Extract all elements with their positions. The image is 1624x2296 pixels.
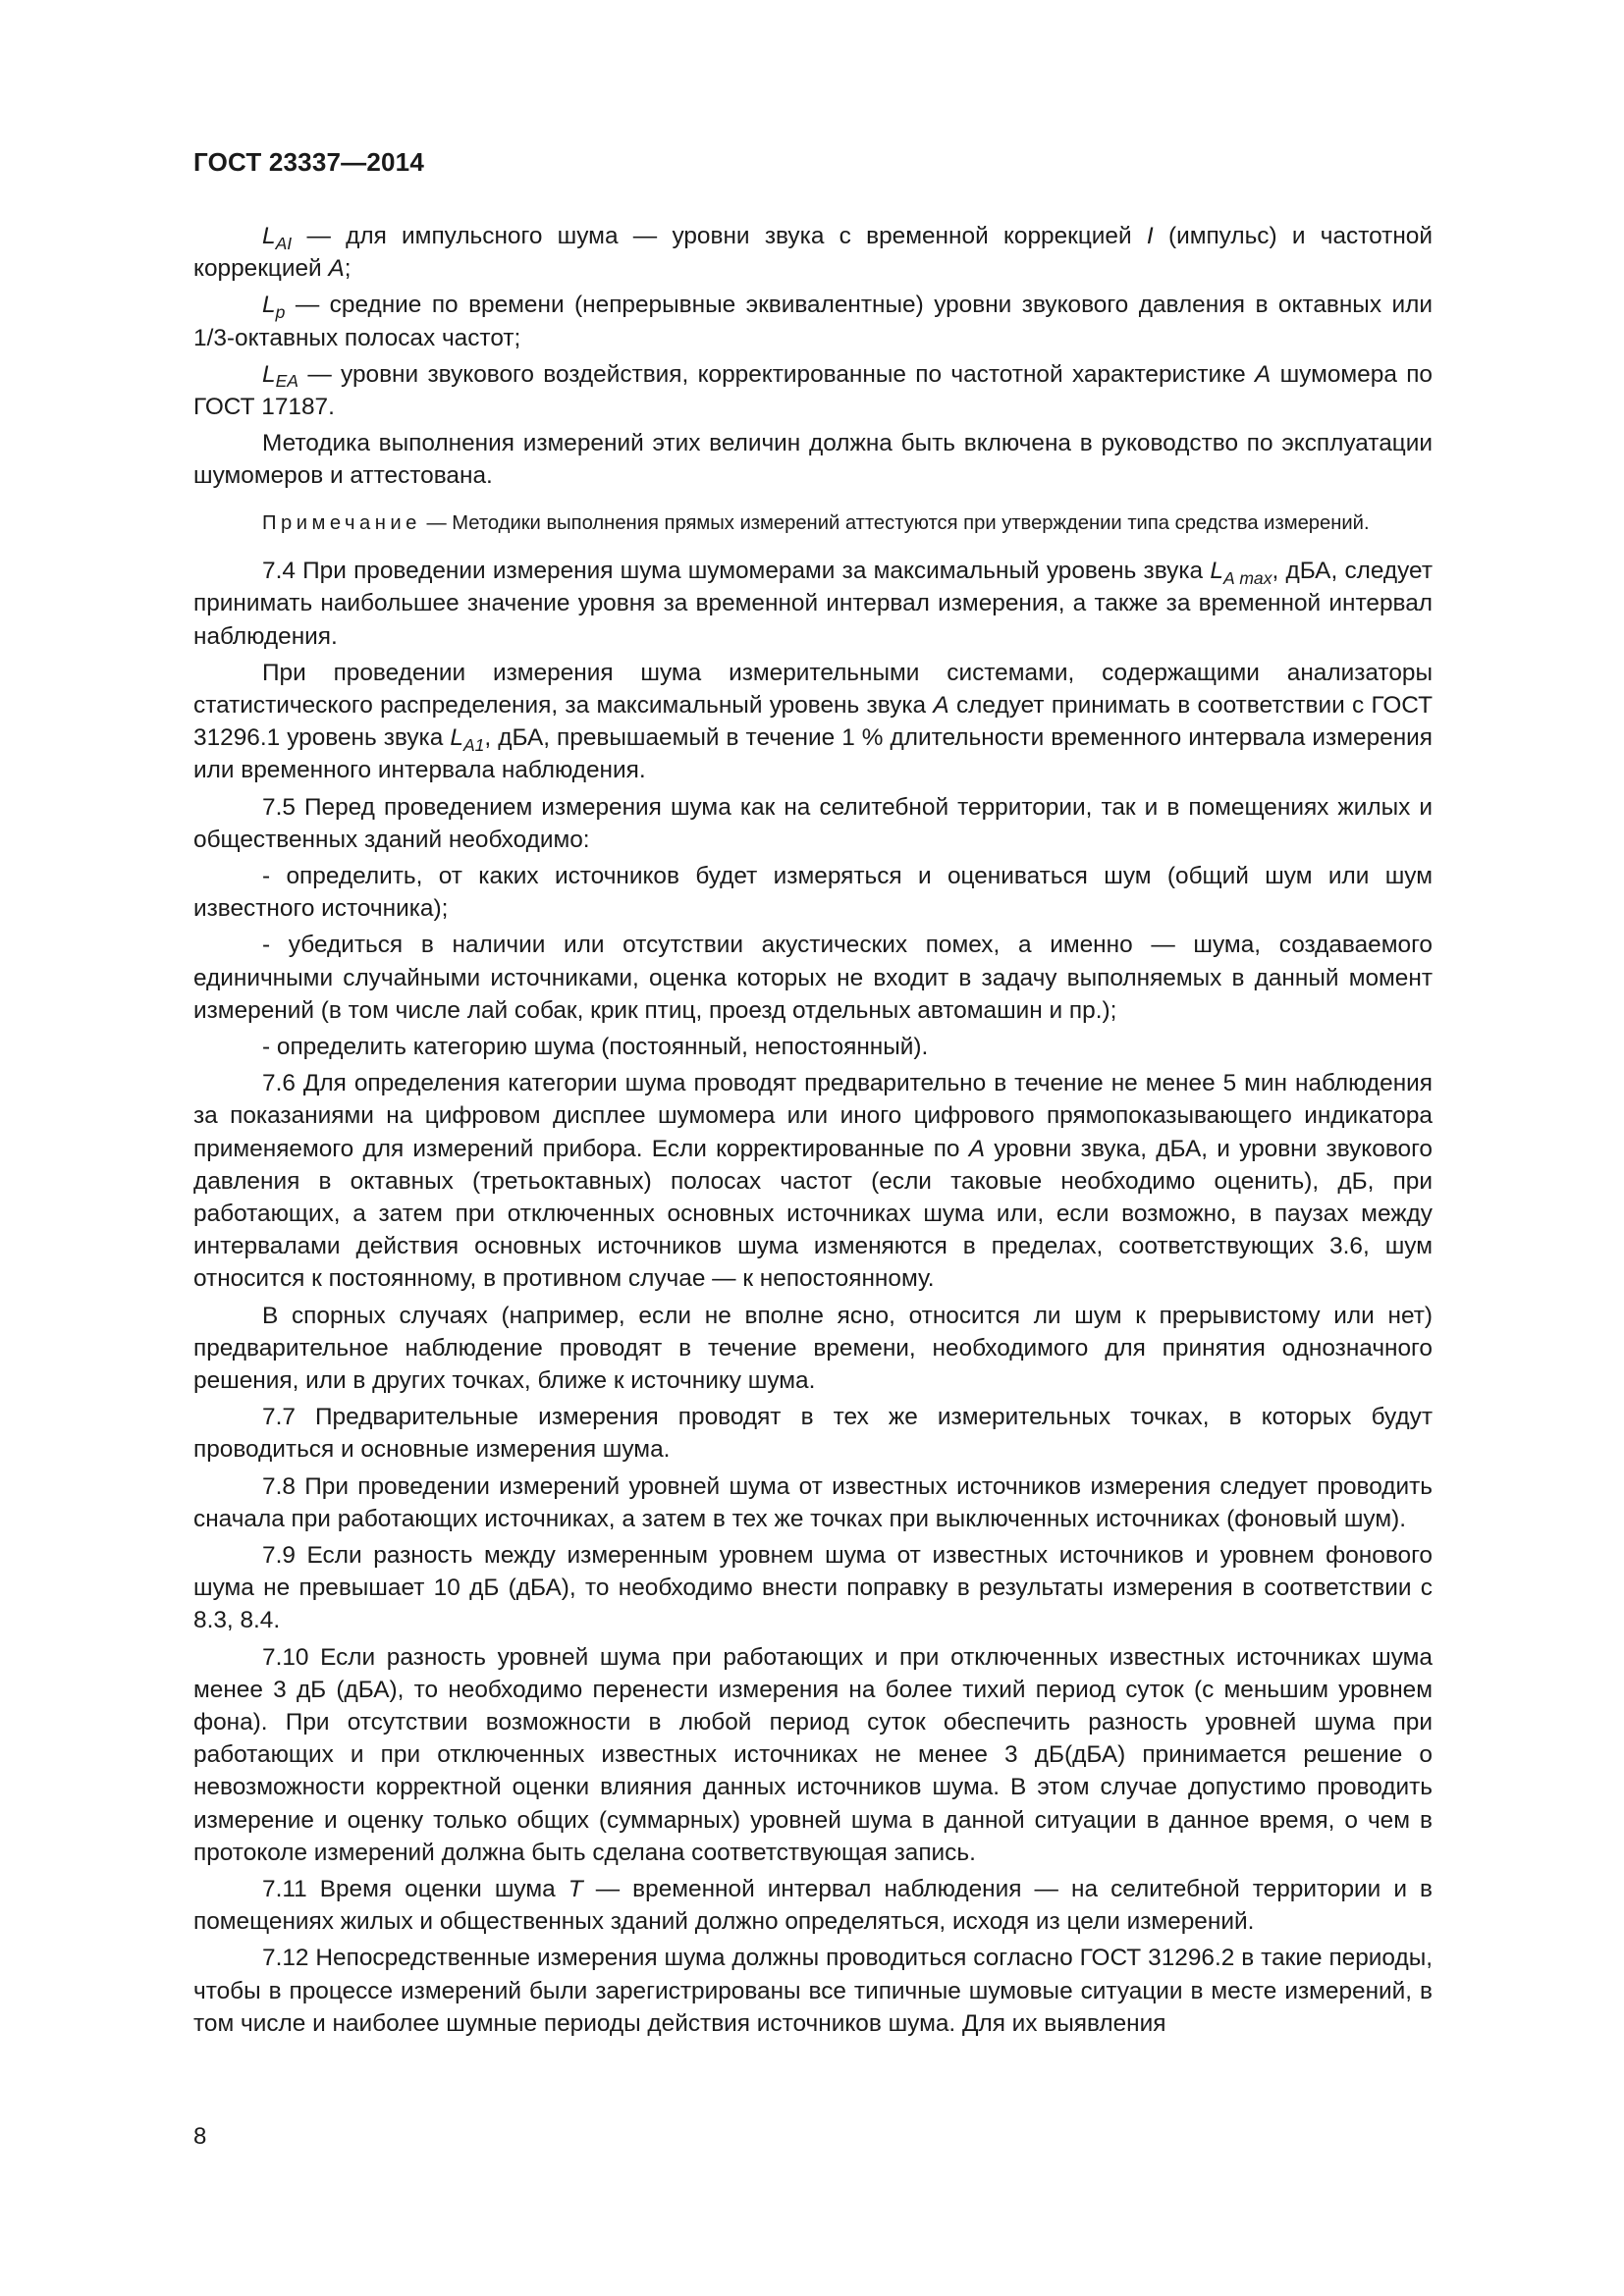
clause-7-12: 7.12 Непосредственные измерения шума должны проводиться согласно ГОСТ 31296.2 в такие периоды, чтобы в процессе измерений были зарегистрированы все типичные шумовые ситуации в месте измерений, в том числе и наиболее шумные периоды действия источников шума. Для их выявления	[193, 1945, 1433, 2037]
italic-term: А	[1254, 360, 1272, 388]
clause-text: уровни звука, дБА, и уровни звукового давления в октавных (третьоктавных) полосах частот (если таковые необходимо оценить), дБ, при работающих, а затем при отключенных основных источниках шума или, если возможно, в паузах между интервалами действия основных источников шума изменяются в пределах, соответствующих 3.6, шум относится к постоянному, в противном случае — к непостоянному.	[193, 1135, 1433, 1293]
clause-text: , дБА, превышаемый в течение 1 % длительности временного интервала измерения или временного интервала наблюдения.	[193, 724, 1433, 784]
clause-7-10: 7.10 Если разность уровней шума при работающих и при отключенных известных источниках шума менее 3 дБ (дБА), то необходимо перенести измерения на более тихий период суток (с меньшим уровнем фона). При отсутствии возможности в любой период суток обеспечить разность уровней шума при работающих и при отключенных известных источниках не менее 3 дБ(дБА) принимается решение о невозможности корректной оценки влияния данных источников шума. В этом случае допустимо проводить измерение и оценку только общих (суммарных) уровней шума в данной ситуации в данное время, о чем в протоколе измерений должна быть сделана соответствующая запись.	[193, 1643, 1433, 1866]
method-paragraph: Методика выполнения измерений этих величин должна быть включена в руководство по эксплуатации шумомеров и аттестована.	[193, 430, 1433, 490]
clause-7-6-paragraph-2: В спорных случаях (например, если не вполне ясно, относится ли шум к прерывистому или нет) предварительное наблюдение проводят в течение времени, необходимого для принятия однозначного решения, или в других точках, ближе к источнику шума.	[193, 1302, 1433, 1394]
note	[193, 510, 1433, 538]
definition-lp	[193, 289, 1433, 353]
clause-text: , дБА, следует принимать наибольшее значение уровня за временной интервал измерения, а также за временной интервал наблюдения.	[193, 558, 1433, 650]
italic-term: А	[933, 691, 949, 719]
list-item: - определить категорию шума (постоянный, непостоянный).	[262, 1033, 929, 1060]
page-body	[193, 220, 1433, 2044]
document-code-header: ГОСТ 23337—2014	[193, 147, 424, 177]
clause-text: 7.11 Время оценки шума	[262, 1876, 568, 1903]
definition-text: шумомера по ГОСТ 17187.	[193, 360, 1433, 421]
definition-text: — для импульсного шума — уровни звука с временной коррекцией	[292, 223, 1147, 249]
definition-text: ;	[344, 255, 352, 283]
definition-text: — уровни звукового воздействия, корректированные по частотной характеристике	[298, 360, 1255, 388]
italic-term: I	[1146, 223, 1154, 249]
clause-7-11	[193, 1873, 1433, 1938]
symbol-l: L	[450, 724, 463, 752]
symbol-l: L	[262, 360, 276, 388]
symbol-l: L	[1210, 558, 1223, 585]
clause-text: 7.6 Для определения категории шума проводят предварительно в течение не менее 5 мин наблюдения за показаниями на цифровом дисплее шумомера или иного цифрового прямопоказывающего индикатора применяемого для измерений прибора. Если корректированные по	[193, 1070, 1433, 1162]
symbol-subscript	[1223, 568, 1272, 588]
clause-7-5-intro: 7.5 Перед проведением измерения шума как на селитебной территории, так и в помещениях жилых и общественных зданий необходимо:	[193, 793, 1433, 853]
symbol-subscript: p	[275, 302, 286, 323]
list-item: - убедиться в наличии или отсутствии акустических помех, а именно — шума, создаваемого единичными случайными источниками, оценка которых не входит в задачу выполняемых в данный момент измерений (в том числе лай собак, крик птиц, проезд отдельных автомашин и пр.);	[193, 932, 1433, 1024]
definition-lea	[193, 358, 1433, 423]
clause-text: 7.4 При проведении измерения шума шумомерами за максимальный уровень звука	[262, 558, 1211, 585]
clause-7-7: 7.7 Предварительные измерения проводят в тех же измерительных точках, в которых будут проводиться и основные измерения шума.	[193, 1404, 1433, 1464]
italic-term: T	[568, 1876, 583, 1903]
symbol-l: L	[262, 292, 276, 319]
clause-text: следует принимать в соответствии с ГОСТ 31296.1 уровень звука	[193, 691, 1434, 752]
list-item: - определить, от каких источников будет измеряться и оцениваться шум (общий шум или шум известного источника);	[193, 862, 1433, 923]
symbol-subscript: A1	[462, 734, 485, 755]
clause-7-6-paragraph-1	[193, 1067, 1433, 1295]
symbol-subscript: AI	[275, 233, 293, 253]
symbol-subscript: EA	[275, 371, 298, 392]
italic-term: А	[328, 255, 345, 283]
note-label: Примечание	[262, 511, 421, 534]
clause-7-9: 7.9 Если разность между измеренным уровнем шума от известных источников и уровнем фонового шума не превышает 10 дБ (дБА), то необходимо внести поправку в результаты измерения в соответствии с 8.3, 8.4.	[193, 1542, 1433, 1634]
clause-7-4-paragraph-2	[193, 657, 1433, 787]
clause-7-8: 7.8 При проведении измерений уровней шума от известных источников измерения следует проводить сначала при работающих источниках, а затем в тех же точках при выключенных источниках (фоновый шум).	[193, 1472, 1433, 1532]
page-number: 8	[193, 2123, 207, 2150]
italic-term: А	[968, 1135, 986, 1162]
note-text: — Методики выполнения прямых измерений аттестуются при утверждении типа средства измерений.	[420, 511, 1370, 534]
definition-text: (импульс) и частотной коррекцией	[193, 223, 1433, 283]
clause-7-4-paragraph-1	[193, 555, 1433, 653]
definition-text: — средние по времени (непрерывные эквивалентные) уровни звукового давления в октавных или 1/3-октавных полосах частот;	[193, 292, 1433, 351]
subscript-text: A max	[1222, 567, 1272, 588]
symbol-l: L	[262, 223, 276, 249]
clause-text: — временной интервал наблюдения — на селитебной территории и в помещениях жилых и общественных зданий должно определяться, исходя из цели измерений.	[193, 1876, 1433, 1936]
definition-lai	[193, 220, 1433, 285]
clause-text: При проведении измерения шума измерительными системами, содержащими анализаторы статистического распределения, за максимальный уровень звука	[193, 659, 1433, 719]
